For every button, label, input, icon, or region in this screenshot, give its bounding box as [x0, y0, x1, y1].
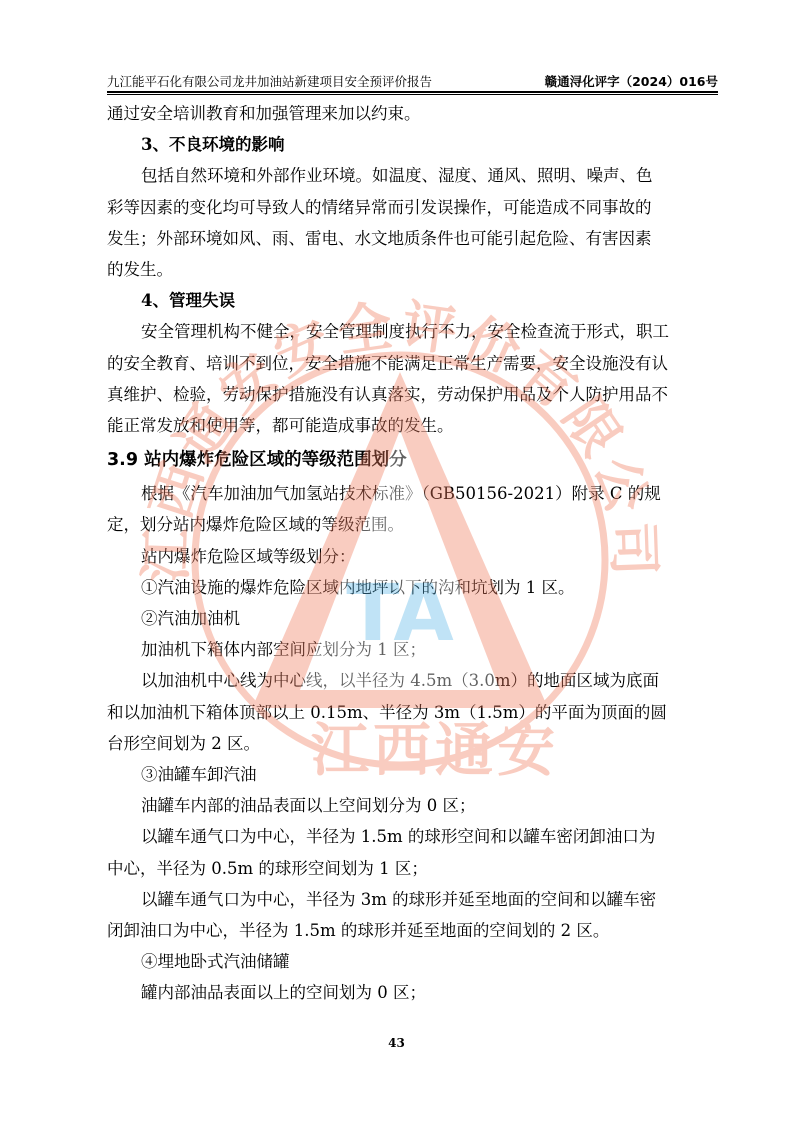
section-heading-3-9: 3.9 站内爆炸危险区域的等级范围划分	[107, 450, 407, 471]
paragraph-line: 罐内部油品表面以上的空间划为 0 区；	[141, 983, 426, 1003]
paragraph-line: 闭卸油口为中心，半径为 1.5m 的球形并延至地面的空间划的 2 区。	[107, 921, 610, 941]
paragraph-line: 的发生。	[107, 260, 173, 280]
paragraph-line: 台形空间划为 2 区。	[107, 733, 260, 753]
paragraph-line: 中心，半径为 0.5m 的球形空间划为 1 区；	[107, 858, 428, 878]
paragraph-line: 发生；外部环境如风、雨、雷电、水文地质条件也可能引起危险、有害因素	[107, 228, 652, 248]
seal-caption: 江西通安	[310, 716, 560, 784]
paragraph-line: 定，划分站内爆炸危险区域的等级范围。	[107, 515, 404, 535]
paragraph-line: 以加油机中心线为中心线，以半径为 4.5m（3.0m）的地面区域为底面	[141, 671, 660, 691]
paragraph-line: 真维护、检验，劳动保护措施没有认真落实，劳动保护用品及个人防护用品不	[107, 384, 668, 404]
header-rule-thin	[107, 94, 718, 95]
paragraph-line: 油罐车内部的油品表面以上空间划分为 0 区；	[141, 796, 476, 816]
list-item: ①汽油设施的爆炸危险区域内地坪以下的沟和坑划为 1 区。	[141, 577, 575, 597]
header-report-title: 九江能平石化有限公司龙井加油站新建项目安全预评价报告	[107, 74, 433, 89]
list-item: ④埋地卧式汽油储罐	[141, 952, 290, 972]
list-item: ③油罐车卸汽油	[141, 765, 257, 785]
paragraph-line: 根据《汽车加油加气加氢站技术标准》（GB50156-2021）附录 C 的规	[141, 484, 661, 504]
paragraph-line: 安全管理机构不健全，安全管理制度执行不力，安全检查流于形式，职工	[141, 322, 669, 342]
seal-arc-text: 江西通安安全评价有限公司	[134, 293, 666, 583]
paragraph-line: 以罐车通气口为中心，半径为 1.5m 的球形空间和以罐车密闭卸油口为	[141, 827, 656, 847]
paragraph-line: 的安全教育、培训不到位，安全措施不能满足正常生产需要，安全设施没有认	[107, 353, 668, 373]
paragraph-line: 能正常发放和使用等，都可能造成事故的发生。	[107, 416, 454, 436]
heading-management-error: 4、管理失误	[141, 291, 235, 311]
paragraph-line: 彩等因素的变化均可导致人的情绪异常而引发误操作，可能造成不同事故的	[107, 197, 652, 217]
logo-letters: TA	[346, 569, 454, 659]
heading-bad-environment: 3、不良环境的影响	[141, 135, 285, 155]
list-item: ②汽油加油机	[141, 609, 240, 629]
paragraph-line: 和以加油机下箱体顶部以上 0.15m、半径为 3m（1.5m）的平面为顶面的圆	[107, 702, 667, 722]
paragraph-line: 包括自然环境和外部作业环境。如温度、湿度、通风、照明、噪声、色	[141, 166, 653, 186]
page-header	[107, 70, 718, 90]
paragraph-line: 站内爆炸危险区域等级划分：	[141, 546, 356, 566]
paragraph-line: 通过安全培训教育和加强管理来加以约束。	[107, 104, 421, 123]
paragraph-line: 以罐车通气口为中心，半径为 3m 的球形并延至地面的空间和以罐车密	[141, 889, 657, 909]
document-body	[107, 98, 718, 1009]
paragraph-line: 加油机下箱体内部空间应划分为 1 区；	[141, 640, 426, 660]
header-rule-thick	[107, 91, 718, 93]
page-number: 43	[388, 1036, 405, 1050]
header-report-number: 赣通浔化评字（2024）016号	[544, 74, 718, 89]
